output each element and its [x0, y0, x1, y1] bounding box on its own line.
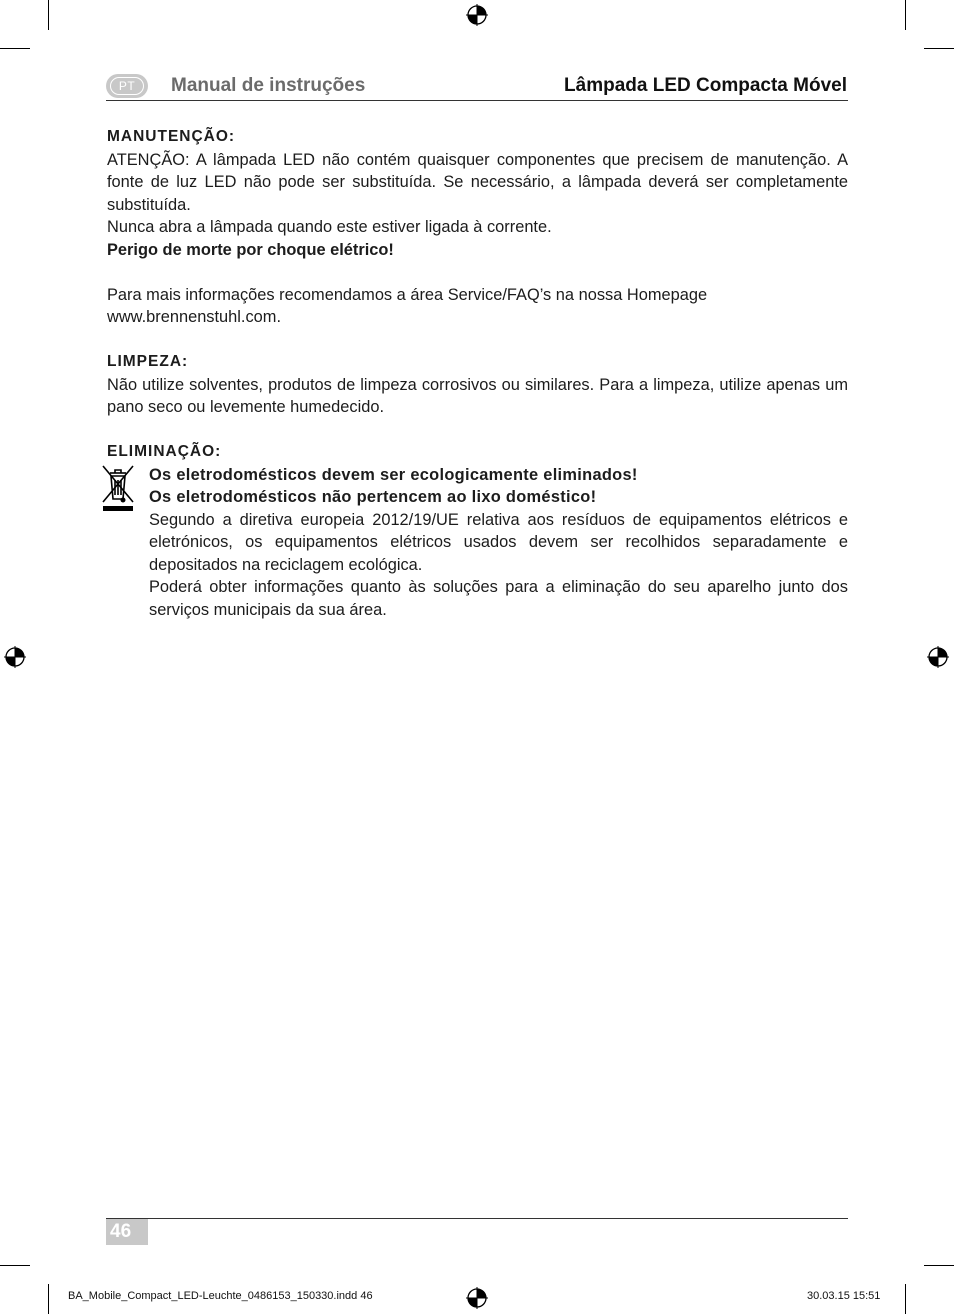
slug-filename: BA_Mobile_Compact_LED-Leuchte_0486153_150330.indd 46 [68, 1290, 373, 1302]
maintenance-danger: Perigo de morte por choque elétrico! [107, 240, 394, 259]
product-title: Lâmpada LED Compacta Móvel [564, 75, 847, 96]
crop-mark [924, 48, 954, 49]
crop-mark [0, 48, 30, 49]
cleaning-heading: LIMPEZA: [107, 353, 189, 370]
disposal-heading: ELIMINAÇÃO: [107, 443, 222, 460]
language-badge-label: PT [110, 77, 144, 95]
cleaning-text: Não utilize solventes, produtos de limpeza corrosivos ou similares. Para a limpeza, utilize apenas um pano seco ou levemente humedecido. [107, 375, 848, 416]
language-badge [106, 74, 148, 98]
section-title: Manual de instruções [171, 75, 366, 96]
slug-datetime: 30.03.15 15:51 [807, 1290, 881, 1302]
page-number: 46 [106, 1219, 148, 1245]
crop-mark [905, 0, 906, 30]
disposal-directive: Segundo a diretiva europeia 2012/19/UE relativa aos resíduos de equipamentos elétricos e eletrónicos, os equipamentos elétricos usados devem ser recolhidos separadamente e depositados na reciclagem ecológica. [149, 510, 848, 574]
disposal-warning-2: Os eletrodomésticos não pertencem ao lixo doméstico! [149, 488, 597, 506]
maintenance-heading: MANUTENÇÃO: [107, 128, 236, 145]
crop-mark [905, 1284, 906, 1314]
homepage-url: www.brennenstuhl.com. [107, 308, 282, 326]
page-content [107, 126, 848, 621]
crop-mark [48, 1284, 49, 1314]
crop-mark [0, 1265, 30, 1266]
crop-mark [48, 0, 49, 30]
disposal-warning-1: Os eletrodomésticos devem ser ecologicamente eliminados! [149, 465, 638, 484]
maintenance-never-open: Nunca abra a lâmpada quando este estiver ligada à corrente. [107, 218, 552, 236]
disposal-block [107, 464, 848, 622]
registration-mark-icon [927, 646, 949, 668]
header-rule [106, 100, 848, 101]
registration-mark-icon [4, 646, 26, 668]
maintenance-attention: ATENÇÃO: A lâmpada LED não contém quaisquer componentes que precisem de manutenção. A fonte de luz LED não pode ser substituída. Se necessário, a lâmpada deverá ser completamente substituída. [107, 150, 848, 214]
registration-mark-icon [466, 1287, 488, 1309]
footer-rule [106, 1218, 848, 1219]
registration-mark-icon [466, 4, 488, 26]
crop-mark [924, 1265, 954, 1266]
disposal-info: Poderá obter informações quanto às soluções para a eliminação do seu aparelho junto dos serviços municipais da sua área. [149, 578, 848, 619]
maintenance-more-info: Para mais informações recomendamos a área Service/FAQ’s na nossa Homepage [107, 285, 708, 304]
crossed-out-wheelie-bin-icon [101, 464, 135, 514]
